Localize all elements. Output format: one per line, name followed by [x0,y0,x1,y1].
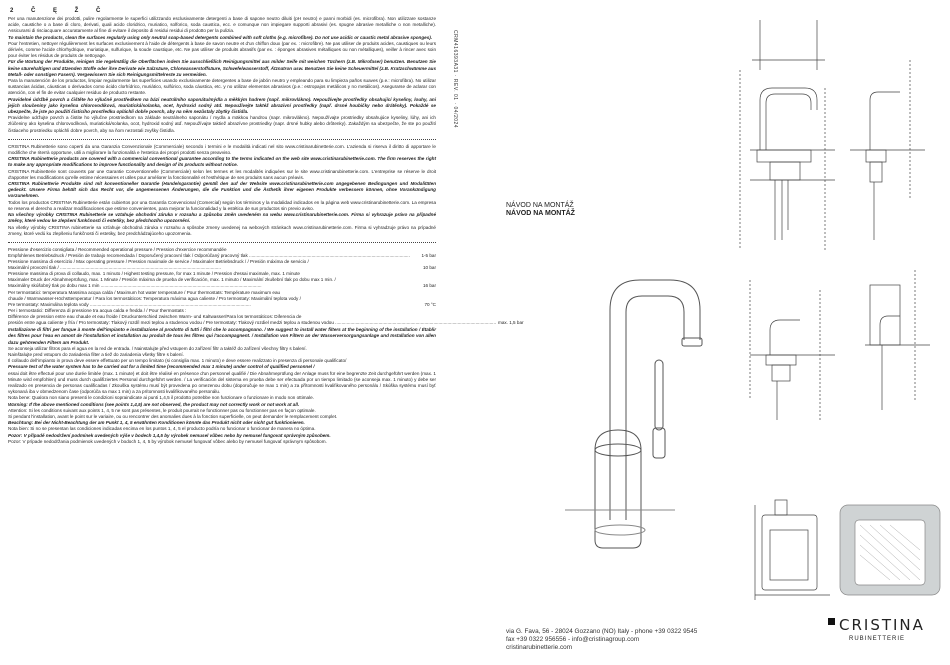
divider [8,242,436,243]
assembly-title [506,202,575,218]
install-note: Se aconseja utilizar filtros para el agua en la red de entrada. / Nainstalujte před vstupem do zařízení filtr a taktéž do zařízení všechny filtry s balení. [8,345,307,351]
document-code: CRM416393A31 · REV. 01 · 04/2024 [452,30,458,129]
install-note: Nainštalujte pred vstupom do zariadenia filter a tiež do zariadenia všetky filtre s balení. [8,351,184,357]
warranty-paragraph: Na všetky výrobky CRISTINA rubinetterie sa vzťahuje obchodná záruka v rozsahu a spôsobe zmeny uvedenej na webových stránkach www.cristinarubinetterie.com. Firma si vyhradzuje právo na prípadné zmeny, ktoré vedú ku zlepšeniu funkčnosti či estetiky, bez predchádzajúceho upozornenia. [8,224,436,236]
spec-label: Pressione massima di esercizio / Max operating pressure / Pression maximale de service / Maximaler Betriebsdruck / / Presión máxima de servicio / [8,259,309,265]
warranty-paragraph: CRISTINA Rubinetterie Produkte sind mit konventioneller Garantie (Handelsgarantie) gemäß den auf der Website www.cristinarubinetterie.com angegebenen Bedingungen und Modalitäten gedeckt. Unsere Firma behält sich das Recht vor, die angemessenen Änderungen, die die Funktion und die Ästhetik ihrer eigenen Produkte verbessern können, ohne Vorankündigung vorzunehmen. [8,181,436,199]
spec-label: Per i termostatici: Differenza di pressione tra acqua calda e fredda / / Pour thermostats : [8,307,187,313]
warranty-paragraph: Todos los productos CRISTINA Rubinetterie están cubiertos por una Garantía Convencional (Comercial) según los términos y la modalidad indicados en la página web www.cristinarubinetterie.com. La empresa se reserva el derecho a realizar modificaciones que estime convenientes, para mejorar la funcionalidad y la estética de sus productos sin previo aviso. [8,199,436,211]
side-drawing-middle [865,270,930,410]
maintenance-paragraph: Pour l'entretien, nettoyer régulièrement les surfaces exclusivement à l'aide de détergents à base de savon neutre et d'un chiffon doux (par ex. : microfibre). Ne pas utiliser de produits acides, caustiques ou leurs dérivés, comme l'acide chlorhydrique, muriatique, sulfurique, la soude caustique, etc. Ne pas utiliser de produits abrasifs (par ex. : éponges abrasives métalliques ou non métalliques), veiller à rincer avec soin pour éviter les résidus de produits de nettoyage. [8,40,436,59]
install-notes-section [8,327,436,445]
logo-square-icon [828,618,835,625]
title-line-2: NÁVOD NA MONTÁŽ [506,210,575,217]
spec-label: Empfohlenes Betriebsdruck / Presión de trabajo recomendada / Doporučený pracovní tlak / Odporúčaný pracovný tlak .............................................................................................................................. [8,253,410,258]
company-address [506,628,697,653]
spec-value: max. 1,5 bar [498,320,524,326]
install-note: Pressure test of the water system has to be carried out for a limited time (recommended max 1 minute) under control of qualified personnel / [8,364,315,370]
warranty-section [8,144,436,237]
spec-label: Pressione massima di prova di collaudo, max. 1 minuto / Highest testing pressure, for max 1 minute / Pression d'essai maximale, max. 1 minute [8,271,300,277]
spec-label: Pre termostaty: Maximálna teplota vody .............................................................................................................................. [8,301,251,307]
install-note: Beachtung: Bei der Nicht-Beachtung der am Punkt 1, 4, 5 erwähnten Konditionen könnte das Produkt nicht oder nicht gut funktionieren. [8,420,305,426]
filter-front-drawing [755,500,830,600]
install-note: Nota bien: Si no se presentan las condiciones indicadas encima en los puntos 1, 4, 5 el producto podría no funcionar o funcionar de manera no óptima. [8,426,316,432]
maintenance-paragraph: Für die Wartung der Produkte, reinigen Sie regelmäßig die Oberflächen indem Sie ausschließlich Reinigungsmittel aus milder Seife mit weichen Tüchern (z.B. Mikrofaser) benutzen. Benutzen Sie keine säurehaltigen und ätzenden Stoffe oder ihre Derivate wie Salzsäure, Chlorwasserstoffsäure, Schwefelwasserstoff, Ätznatron usw. Benutzen Sie keine Scheuermittel (z.B. Kratzschwämme aus Metall- oder sonstigen Fasern). Vergewissern Sie sich Reinigungsmittelreste zu vermeiden. [8,59,436,77]
install-note: essai doit être effectué pour une durée limitée (max. 1 minute) et doit être réalisé en présence d'un personnel qualifié / Die Abnahmeprüfung der Anlage muss für eine begrenzte Zeit durchgeführt werden (max. 1 Minute wird empfohlen) und muss durch qualifiziertes Personal durchgeführt werden. / La verificación del sistema en prueba debe ser efectuada por un tiempo limitado (se aconseja max. 1 minuto) y debe ser realizado en presencia de personas cualificadas / Zkouška systému musí být provedena po omezenou dobu (doporučuje se max 1 min) a za přítomnosti kvalifikovaného personálu / Skúška systému musí byť vykonaná iba v obmedzenom čase (odporúča sa max 1 min) a za prítomnosti kvalifikovaného personálu. [8,370,436,395]
faucet-illustration [565,280,702,548]
divider [8,139,436,140]
install-note: Il collaudo dell'impianto in prova deve essere effettuato per un tempo limitato (si consiglia max. 1 minuto) e deve essere realizzato in presenza di personale qualificato/ [8,358,347,364]
brand-logo [828,616,938,642]
website-line: cristinarubinetterie.com [506,644,573,652]
install-note: Attention: Si les conditions suivant aux points 1, 4, 5 ne sont pas présentes, le produit pourrait ne fonctionner pas ou fonctionner pas en façon optimale. [8,407,316,413]
warranty-paragraph: CRISTINA Rubinetterie sont couverts par une Garantie Conventionnelle (Commerciale) selon les termes et les modalités indiquées sur le site www.cristinarubinetterie.com. L'entreprise se réserve le droit d'apporter les modifications qu'elle estime nécessaires et utiles pour améliorer la fonctionnalité et l'esthétique de ses produits sans aucun préavis. [8,168,436,180]
spec-label: chaude / Warmwasser-Höchsttemperatur / Para los termostáticos: Temperatura máxima agua caliente / Pro termostaty: Maximální teplota vody / [8,295,301,301]
technical-drawings [470,0,950,665]
warranty-paragraph: CRISTINA Rubinetterie products are covered with a commercial conventional guarantee according to the terms indicated on the web site www.cristinarubinetterie.com. The firm reserves the right to make any appropriate modifications to improve functionality and design of its products without notice. [8,156,436,168]
elevation-drawing-middle [750,280,835,420]
maintenance-paragraph: Per una manutenzione dei prodotti, pulire regolarmente le superfici utilizzando esclusivamente detergenti a base di sapone neutro diluiti (pH neutro) e panni morbidi (es. microfibra). Non utilizzare sostanze acide, caustiche o a base di cloro, derivati, quali acido cloridrico, muriatico, solforico, soda caustica, ecc. e comunque non impiegare supporti abrasivi (es. spugne abrasive metalliche o non metalliche). Assicurarsi di risciacquare accuratamente al fine di evitare il deposito di residui residui di prodotto per la pulizia. [8,16,436,34]
install-note: Si pendant l'installation, avant le point sur le variaire, ou ou rencontrer des anomalies dues à la fonction superficielle, on peut demander le remplacement complet. [8,413,338,419]
install-note: Installazione di filtri per fanque à monte dell'impianto e installazione al prodotto di tutti i filtri che lo accompagnano. / We suggest to install water filters at the beginning of the installation / Établir des filtres pour l'eau en amont de l'installation et installation au produit de tous les filtres qui l'accompagnent. / Installation von Filtern an der Wasserversorgungsanlage und Installation von allen dazu gehörenden Filtern am Produkt. [8,327,436,345]
filter-product-render [840,505,940,595]
spec-label: Per termostatici: temperatura Massima acqua calda / Maximum hot water temperature / Pour thermostats: Température maximum eau [8,289,281,295]
spec-label: presión entre agua caliente y fría / Pro termostaty: Tlakový rozdíl mezi teplou a studenou vodou / Pre termostaty: Tlakový rozdiel medzi teplou a studenou vodou .............................................................................................................................. [8,320,496,326]
title-line-1: NÁVOD NA MONTÁŽ [506,202,574,209]
spec-value: 70 °C [424,301,436,307]
spec-label: Maximální provozní tlak / .............................................................................................................................. [8,265,221,271]
spec-value: 10 bar [422,265,436,271]
spec-row [8,320,524,326]
spec-label: Différence de pression entre eau chaude et eau froide / Druckunterschied zwischen Warm- und Kaltwasser/Para los termostáticos: Diferencia de [8,313,302,319]
spec-value: 1-5 bar [421,253,436,258]
install-note: Warning: If the above mentioned conditions (see points 1,4,5) are not observed, the product may not correctly work or not work at all. [8,401,300,407]
specs-section [8,246,524,326]
logo-subtitle: RUBINETTERIE [849,636,906,642]
install-note: Pozor: V případě nedodržení podmínek uvedených výše v bodech 1,4,5 by výrobek nemusel vůbec nebo by nemusel fungovat správným způsobem. [8,432,331,438]
maintenance-paragraph: To maintain the products, clean the surfaces regularly using only neutral soap-based detergents combined with soft cloths (e.g. microfibre). Do not use acidic or caustic metal abrasive sponges). [8,34,433,40]
maintenance-paragraph: Pravidelne udržujte povrch a čistite ho výlučne prostriedkom na základe neutrálneho saponátu / mydla a mäkkou handrou (napr. mikrovlákno). Nepoužívajte prostriedky obsahujúce kyseliny, lúhy, ani ich zlúčeniny ako kyselina chlorovodíková, muriatická/solanka, ocot, hydroxid sodný atď. Nepoužívajte taktiež abrazívne prostriedky (napr. drsné hubky alebo drôtenky). Zakaždým sa ubezpečte, že ste po použití čistiaceho prostriedku opláchli dobre povrch, aby na ňom nezostali zvyšky čistidla. [8,115,436,133]
install-note: Pozor: V prípade nedodržania podmienok uvedených v bodoch 1, 4, 5 by výrobok nemusel fungovať vôbec alebo by nemusel fungovať správnym spôsobom. [8,438,327,444]
install-note: Nota bene: Qualora non siano presenti le condizioni sopraindicate ai punti 1,4,5 il prodotto potrebbe non funzionare o funzionare in modo non ottimale. [8,395,314,401]
logo-name: CRISTINA [839,616,925,634]
language-marks: 2 Č Ę Ž Č [10,8,109,14]
warranty-paragraph: Na všechny výrobky CRISTINA Rubinetterie se vztahuje obchodní záruka v rozsahu a způsobu změn uvedeném na webu www.cristinarubinetterie.com. Firma si vyhrazuje právo na případné změny, které vedou ke zlepšení funkčnosti či estetiky, bez předchozího upozornění. [8,212,436,224]
spec-label: Pressione d'esercizio consigliata / Recommended operational pressure / Pression d'exercice recommandée [8,246,227,252]
spec-value: 16 bar [422,283,436,289]
maintenance-paragraph: Pravidelné údržbě povrch a čištěte ho výlučně prostředkem na bázi neutrálního saponátu/mýdla a měkkým hadrem (např. mikrovlákno). Nepoužívejte prostředky obsahující kyseliny, louhy, ani jejich sloučeniny jako kyselina chlorovodíková, muriatická/solanka, ocet, hydroxid sodný atd. Nepoužívejte taktéž abrazivní prostředky (např. drsné houbičky nebo drátěnky). Pokaždé se ubezpečte, že jste po použití čisticího prostředku opláchli dobře povrch, aby na něm nezůstaly zbytky čistidla. [8,96,436,115]
elevation-drawing-top [740,20,835,250]
maintenance-section [8,16,436,134]
maintenance-paragraph: Para la manutención de los productos, limpiar regularmente las superficies usando exclusivamente detergentes a base de jabón neutro y empleando para su limpieza paños suaves (p.e.: microfibra). No utilizar sustancias ácidas, cáusticas o derivados como ácido clorhídrico, muriático, sulfúrico, soda cáustica, etc. y no utilizar elementos abrasivos (p.e.: estropajos metálicos y no metálicos). Asegurarse de aclarar con atención, con el fin de evitar cualquier residuo de producto restante. [8,78,436,96]
contact-line: fax +39 0322 956556 - info@cristinagroup.com [506,636,640,644]
spec-label: Maximálny skúšobný tlak po dobu max 1 min .............................................................................................................................. [8,283,262,289]
address-line: via G. Fava, 56 - 28024 Gozzano (NO) Italy - phone +39 0322 9545 [506,628,698,635]
side-drawing-top [850,60,925,240]
spec-label: Maximaler Druck der Abnahmeprüfung, max. 1 Minute / Presión máxima de prueba de verificación, max. 1 minuto / Maximální zkušební tlak po dobu max 1 min. / [8,277,336,283]
warranty-paragraph: CRISTINA Rubinetterie sono coperti da una Garanzia Convenzionale (Commerciale) secondo i termini e le modalità indicati nel sito www.cristinarubinetterie.com. L'azienda si riserva il diritto di apportare le modifiche che riterrà opportune, utili a migliorare la funzionalità e l'estetica dei propri prodotti senza preavviso. [8,143,436,156]
